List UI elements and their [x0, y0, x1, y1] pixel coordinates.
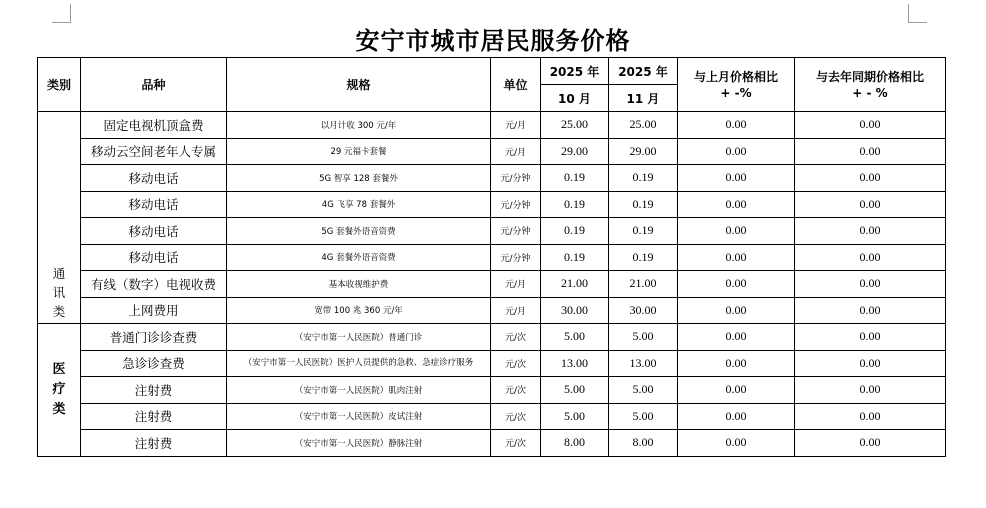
- yoy-change-cell: 0.00: [795, 271, 946, 298]
- category-char: 医: [52, 361, 66, 377]
- price-nov-cell: 0.19: [609, 191, 678, 218]
- table-row: [38, 377, 946, 404]
- table-row: [38, 191, 946, 218]
- price-oct-cell: 21.00: [541, 271, 609, 298]
- header-year-curr: 2025 年: [609, 58, 678, 85]
- price-oct-cell: 5.00: [541, 324, 609, 351]
- price-oct-cell: 13.00: [541, 350, 609, 377]
- spec-cell: 5G 套餐外语音资费: [227, 218, 491, 245]
- item-name-cell: 急诊诊查费: [81, 350, 227, 377]
- mom-change-cell: 0.00: [678, 324, 795, 351]
- mom-change-cell: 0.00: [678, 377, 795, 404]
- price-oct-cell: 8.00: [541, 430, 609, 457]
- unit-cell: 元/月: [491, 112, 541, 139]
- yoy-change-cell: 0.00: [795, 377, 946, 404]
- yoy-change-cell: 0.00: [795, 112, 946, 139]
- category-cell: [38, 324, 81, 457]
- item-name-cell: 普通门诊诊查费: [81, 324, 227, 351]
- header-yoy-line1: 与去年同期价格相比: [815, 69, 924, 84]
- table-row: [38, 138, 946, 165]
- price-oct-cell: 30.00: [541, 297, 609, 324]
- price-oct-cell: 0.19: [541, 165, 609, 192]
- unit-cell: 元/次: [491, 377, 541, 404]
- mom-change-cell: 0.00: [678, 165, 795, 192]
- category-char: 类: [52, 401, 66, 417]
- yoy-change-cell: 0.00: [795, 430, 946, 457]
- table-row: [38, 244, 946, 271]
- category-char: 类: [52, 304, 66, 319]
- price-nov-cell: 5.00: [609, 324, 678, 351]
- mom-change-cell: 0.00: [678, 112, 795, 139]
- price-nov-cell: 8.00: [609, 430, 678, 457]
- header-yoy-line2: + - %: [852, 85, 888, 100]
- price-nov-cell: 29.00: [609, 138, 678, 165]
- mom-change-cell: 0.00: [678, 191, 795, 218]
- unit-cell: 元/次: [491, 324, 541, 351]
- crop-mark-left: [52, 4, 71, 23]
- header-row: [38, 58, 946, 85]
- mom-change-cell: 0.00: [678, 271, 795, 298]
- table-row: [38, 218, 946, 245]
- mom-change-cell: 0.00: [678, 244, 795, 271]
- item-name-cell: 移动电话: [81, 244, 227, 271]
- spec-cell: 宽带 100 兆 360 元/年: [227, 297, 491, 324]
- header-category: 类别: [38, 58, 81, 112]
- spec-cell: 以月计收 300 元/年: [227, 112, 491, 139]
- spec-cell: （安宁市第一人民医院）皮试注射: [227, 403, 491, 430]
- category-cell: [38, 112, 81, 324]
- item-name-cell: 固定电视机顶盒费: [81, 112, 227, 139]
- price-oct-cell: 0.19: [541, 218, 609, 245]
- price-nov-cell: 21.00: [609, 271, 678, 298]
- spec-cell: 29 元福卡套餐: [227, 138, 491, 165]
- price-nov-cell: 25.00: [609, 112, 678, 139]
- item-name-cell: 有线（数字）电视收费: [81, 271, 227, 298]
- item-name-cell: 移动电话: [81, 165, 227, 192]
- header-unit: 单位: [491, 58, 541, 112]
- item-name-cell: 移动云空间老年人专属: [81, 138, 227, 165]
- yoy-change-cell: 0.00: [795, 165, 946, 192]
- unit-cell: 元/分钟: [491, 165, 541, 192]
- price-nov-cell: 0.19: [609, 244, 678, 271]
- unit-cell: 元/次: [491, 350, 541, 377]
- header-item: 品种: [81, 58, 227, 112]
- unit-cell: 元/分钟: [491, 244, 541, 271]
- price-oct-cell: 5.00: [541, 403, 609, 430]
- unit-cell: 元/月: [491, 271, 541, 298]
- price-oct-cell: 5.00: [541, 377, 609, 404]
- category-char: 讯: [52, 285, 66, 300]
- item-name-cell: 注射费: [81, 377, 227, 404]
- yoy-change-cell: 0.00: [795, 297, 946, 324]
- unit-cell: 元/分钟: [491, 218, 541, 245]
- mom-change-cell: 0.00: [678, 430, 795, 457]
- yoy-change-cell: 0.00: [795, 244, 946, 271]
- price-oct-cell: 29.00: [541, 138, 609, 165]
- yoy-change-cell: 0.00: [795, 218, 946, 245]
- spec-cell: （安宁市第一人民医院）普通门诊: [227, 324, 491, 351]
- header-month-prev: 10 月: [541, 85, 609, 112]
- spec-cell: 4G 飞享 78 套餐外: [227, 191, 491, 218]
- item-name-cell: 移动电话: [81, 191, 227, 218]
- table-row: [38, 297, 946, 324]
- table-row: [38, 165, 946, 192]
- price-nov-cell: 5.00: [609, 403, 678, 430]
- price-nov-cell: 13.00: [609, 350, 678, 377]
- yoy-change-cell: 0.00: [795, 350, 946, 377]
- unit-cell: 元/月: [491, 297, 541, 324]
- mom-change-cell: 0.00: [678, 218, 795, 245]
- table-row: [38, 324, 946, 351]
- item-name-cell: 注射费: [81, 403, 227, 430]
- page-title: 安宁市城市居民服务价格: [355, 27, 631, 55]
- mom-change-cell: 0.00: [678, 297, 795, 324]
- crop-mark-right: [908, 4, 927, 23]
- spec-cell: 5G 智享 128 套餐外: [227, 165, 491, 192]
- price-oct-cell: 25.00: [541, 112, 609, 139]
- table-row: [38, 350, 946, 377]
- header-year-prev: 2025 年: [541, 58, 609, 85]
- unit-cell: 元/次: [491, 430, 541, 457]
- header-mom-line2: + -%: [720, 85, 752, 100]
- spec-cell: 4G 套餐外语音资费: [227, 244, 491, 271]
- item-name-cell: 上网费用: [81, 297, 227, 324]
- mom-change-cell: 0.00: [678, 350, 795, 377]
- spec-cell: （安宁市第一人民医院）肌肉注射: [227, 377, 491, 404]
- spec-cell: （安宁市第一人民医院）医护人员提供的急救、急症诊疗服务: [227, 350, 491, 377]
- category-char: 通: [52, 266, 66, 281]
- price-table: [37, 57, 946, 457]
- item-name-cell: 移动电话: [81, 218, 227, 245]
- price-oct-cell: 0.19: [541, 244, 609, 271]
- unit-cell: 元/次: [491, 403, 541, 430]
- price-nov-cell: 5.00: [609, 377, 678, 404]
- yoy-change-cell: 0.00: [795, 324, 946, 351]
- item-name-cell: 注射费: [81, 430, 227, 457]
- header-yoy: [795, 58, 946, 112]
- header-spec: 规格: [227, 58, 491, 112]
- spec-cell: 基本收视维护费: [227, 271, 491, 298]
- unit-cell: 元/月: [491, 138, 541, 165]
- mom-change-cell: 0.00: [678, 403, 795, 430]
- unit-cell: 元/分钟: [491, 191, 541, 218]
- price-oct-cell: 0.19: [541, 191, 609, 218]
- table-row: [38, 112, 946, 139]
- category-char: 疗: [52, 381, 66, 397]
- price-nov-cell: 0.19: [609, 165, 678, 192]
- header-mom: [678, 58, 795, 112]
- yoy-change-cell: 0.00: [795, 403, 946, 430]
- yoy-change-cell: 0.00: [795, 191, 946, 218]
- price-nov-cell: 0.19: [609, 218, 678, 245]
- spec-cell: （安宁市第一人民医院）静脉注射: [227, 430, 491, 457]
- price-nov-cell: 30.00: [609, 297, 678, 324]
- header-month-curr: 11 月: [609, 85, 678, 112]
- table-row: [38, 430, 946, 457]
- header-mom-line1: 与上月价格相比: [693, 69, 778, 84]
- table-row: [38, 271, 946, 298]
- mom-change-cell: 0.00: [678, 138, 795, 165]
- yoy-change-cell: 0.00: [795, 138, 946, 165]
- table-row: [38, 403, 946, 430]
